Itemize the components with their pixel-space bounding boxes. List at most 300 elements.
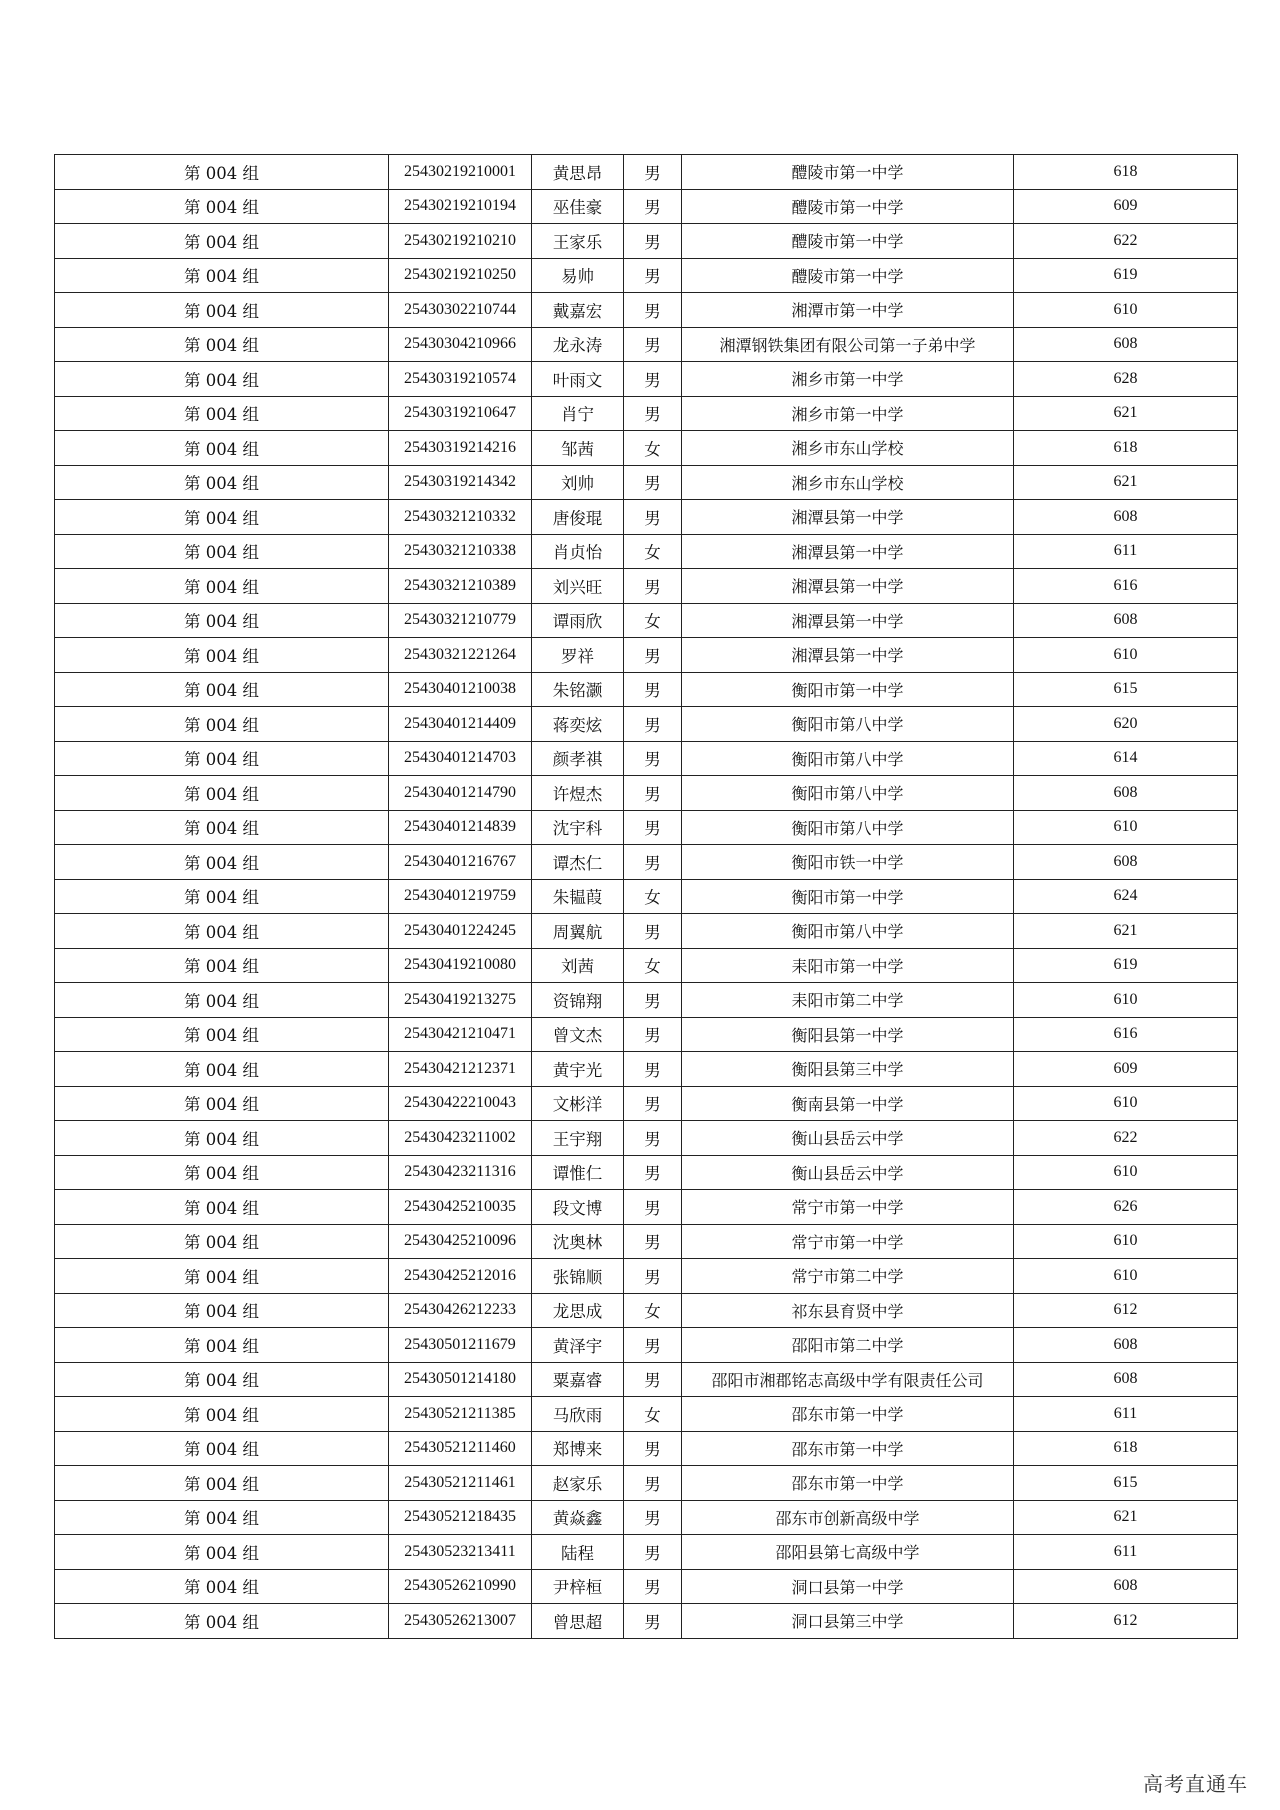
group-cell: 第 004 组 bbox=[55, 983, 389, 1018]
group-cell: 第 004 组 bbox=[55, 1121, 389, 1156]
group-cell: 第 004 组 bbox=[55, 1604, 389, 1639]
name-cell: 肖宁 bbox=[532, 396, 624, 431]
group-cell: 第 004 组 bbox=[55, 1569, 389, 1604]
gender-cell: 男 bbox=[624, 1190, 682, 1225]
table-row bbox=[55, 1397, 1238, 1432]
gender-cell: 男 bbox=[624, 258, 682, 293]
score-cell: 610 bbox=[1014, 1224, 1238, 1259]
name-cell: 易帅 bbox=[532, 258, 624, 293]
school-cell: 湘潭县第一中学 bbox=[682, 534, 1014, 569]
school-cell: 湘乡市东山学校 bbox=[682, 465, 1014, 500]
name-cell: 曾文杰 bbox=[532, 1017, 624, 1052]
group-cell: 第 004 组 bbox=[55, 362, 389, 397]
score-cell: 620 bbox=[1014, 707, 1238, 742]
gender-cell: 女 bbox=[624, 1293, 682, 1328]
exam-id-cell: 25430421210471 bbox=[389, 1017, 532, 1052]
group-cell: 第 004 组 bbox=[55, 1224, 389, 1259]
name-cell: 刘帅 bbox=[532, 465, 624, 500]
gender-cell: 男 bbox=[624, 1362, 682, 1397]
gender-cell: 男 bbox=[624, 293, 682, 328]
score-cell: 628 bbox=[1014, 362, 1238, 397]
exam-id-cell: 25430419210080 bbox=[389, 948, 532, 983]
group-cell: 第 004 组 bbox=[55, 1397, 389, 1432]
table-row bbox=[55, 1121, 1238, 1156]
name-cell: 邹茜 bbox=[532, 431, 624, 466]
table-row bbox=[55, 845, 1238, 880]
school-cell: 湘潭钢铁集团有限公司第一子弟中学 bbox=[682, 327, 1014, 362]
group-cell: 第 004 组 bbox=[55, 258, 389, 293]
score-cell: 621 bbox=[1014, 465, 1238, 500]
group-cell: 第 004 组 bbox=[55, 707, 389, 742]
score-cell: 616 bbox=[1014, 1017, 1238, 1052]
score-cell: 610 bbox=[1014, 810, 1238, 845]
name-cell: 刘兴旺 bbox=[532, 569, 624, 604]
exam-id-cell: 25430401214790 bbox=[389, 776, 532, 811]
table-row bbox=[55, 638, 1238, 673]
gender-cell: 男 bbox=[624, 1259, 682, 1294]
gender-cell: 男 bbox=[624, 914, 682, 949]
name-cell: 黄焱鑫 bbox=[532, 1500, 624, 1535]
table-row bbox=[55, 1466, 1238, 1501]
table-row bbox=[55, 431, 1238, 466]
exam-id-cell: 25430321210389 bbox=[389, 569, 532, 604]
group-cell: 第 004 组 bbox=[55, 293, 389, 328]
group-cell: 第 004 组 bbox=[55, 1259, 389, 1294]
group-cell: 第 004 组 bbox=[55, 1328, 389, 1363]
group-cell: 第 004 组 bbox=[55, 776, 389, 811]
name-cell: 蒋奕炫 bbox=[532, 707, 624, 742]
name-cell: 刘茜 bbox=[532, 948, 624, 983]
score-cell: 618 bbox=[1014, 431, 1238, 466]
table-row bbox=[55, 983, 1238, 1018]
exam-id-cell: 25430219210250 bbox=[389, 258, 532, 293]
name-cell: 王宇翔 bbox=[532, 1121, 624, 1156]
group-cell: 第 004 组 bbox=[55, 1155, 389, 1190]
school-cell: 醴陵市第一中学 bbox=[682, 258, 1014, 293]
gender-cell: 男 bbox=[624, 1466, 682, 1501]
table-row bbox=[55, 879, 1238, 914]
school-cell: 耒阳市第二中学 bbox=[682, 983, 1014, 1018]
group-cell: 第 004 组 bbox=[55, 534, 389, 569]
table-row bbox=[55, 1052, 1238, 1087]
exam-id-cell: 25430425210035 bbox=[389, 1190, 532, 1225]
score-cell: 608 bbox=[1014, 1362, 1238, 1397]
name-cell: 沈宇科 bbox=[532, 810, 624, 845]
group-cell: 第 004 组 bbox=[55, 1431, 389, 1466]
gender-cell: 男 bbox=[624, 1431, 682, 1466]
score-cell: 610 bbox=[1014, 1086, 1238, 1121]
name-cell: 郑博来 bbox=[532, 1431, 624, 1466]
school-cell: 邵阳市第二中学 bbox=[682, 1328, 1014, 1363]
table-row bbox=[55, 741, 1238, 776]
exam-id-cell: 25430219210194 bbox=[389, 189, 532, 224]
name-cell: 黄宇光 bbox=[532, 1052, 624, 1087]
group-cell: 第 004 组 bbox=[55, 1500, 389, 1535]
gender-cell: 男 bbox=[624, 396, 682, 431]
school-cell: 衡南县第一中学 bbox=[682, 1086, 1014, 1121]
school-cell: 洞口县第三中学 bbox=[682, 1604, 1014, 1639]
score-cell: 614 bbox=[1014, 741, 1238, 776]
gender-cell: 男 bbox=[624, 672, 682, 707]
score-cell: 615 bbox=[1014, 1466, 1238, 1501]
school-cell: 湘潭县第一中学 bbox=[682, 603, 1014, 638]
exam-id-cell: 25430425210096 bbox=[389, 1224, 532, 1259]
exam-id-cell: 25430401210038 bbox=[389, 672, 532, 707]
score-cell: 609 bbox=[1014, 1052, 1238, 1087]
exam-id-cell: 25430321210332 bbox=[389, 500, 532, 535]
school-cell: 衡山县岳云中学 bbox=[682, 1155, 1014, 1190]
gender-cell: 男 bbox=[624, 983, 682, 1018]
results-table-body bbox=[55, 155, 1238, 1639]
table-row bbox=[55, 810, 1238, 845]
table-row bbox=[55, 327, 1238, 362]
gender-cell: 男 bbox=[624, 569, 682, 604]
gender-cell: 男 bbox=[624, 189, 682, 224]
name-cell: 许煜杰 bbox=[532, 776, 624, 811]
score-cell: 609 bbox=[1014, 189, 1238, 224]
school-cell: 衡山县岳云中学 bbox=[682, 1121, 1014, 1156]
table-row bbox=[55, 1535, 1238, 1570]
score-cell: 608 bbox=[1014, 776, 1238, 811]
school-cell: 醴陵市第一中学 bbox=[682, 189, 1014, 224]
school-cell: 耒阳市第一中学 bbox=[682, 948, 1014, 983]
group-cell: 第 004 组 bbox=[55, 189, 389, 224]
score-cell: 610 bbox=[1014, 983, 1238, 1018]
score-cell: 621 bbox=[1014, 914, 1238, 949]
name-cell: 龙思成 bbox=[532, 1293, 624, 1328]
score-cell: 619 bbox=[1014, 258, 1238, 293]
exam-id-cell: 25430319214342 bbox=[389, 465, 532, 500]
name-cell: 罗祥 bbox=[532, 638, 624, 673]
score-cell: 626 bbox=[1014, 1190, 1238, 1225]
name-cell: 陆程 bbox=[532, 1535, 624, 1570]
score-cell: 615 bbox=[1014, 672, 1238, 707]
group-cell: 第 004 组 bbox=[55, 396, 389, 431]
exam-id-cell: 25430521211385 bbox=[389, 1397, 532, 1432]
gender-cell: 女 bbox=[624, 431, 682, 466]
exam-id-cell: 25430321221264 bbox=[389, 638, 532, 673]
score-cell: 611 bbox=[1014, 534, 1238, 569]
score-cell: 618 bbox=[1014, 155, 1238, 190]
school-cell: 衡阳市第一中学 bbox=[682, 879, 1014, 914]
exam-id-cell: 25430319214216 bbox=[389, 431, 532, 466]
school-cell: 衡阳市第八中学 bbox=[682, 914, 1014, 949]
name-cell: 文彬洋 bbox=[532, 1086, 624, 1121]
name-cell: 资锦翔 bbox=[532, 983, 624, 1018]
school-cell: 衡阳市第八中学 bbox=[682, 776, 1014, 811]
exam-id-cell: 25430302210744 bbox=[389, 293, 532, 328]
table-row bbox=[55, 224, 1238, 259]
score-cell: 622 bbox=[1014, 224, 1238, 259]
table-row bbox=[55, 1362, 1238, 1397]
results-table bbox=[54, 154, 1238, 1639]
school-cell: 湘潭县第一中学 bbox=[682, 569, 1014, 604]
name-cell: 赵家乐 bbox=[532, 1466, 624, 1501]
exam-id-cell: 25430304210966 bbox=[389, 327, 532, 362]
score-cell: 608 bbox=[1014, 1569, 1238, 1604]
exam-id-cell: 25430426212233 bbox=[389, 1293, 532, 1328]
score-cell: 621 bbox=[1014, 396, 1238, 431]
table-row bbox=[55, 189, 1238, 224]
group-cell: 第 004 组 bbox=[55, 1017, 389, 1052]
group-cell: 第 004 组 bbox=[55, 327, 389, 362]
name-cell: 谭惟仁 bbox=[532, 1155, 624, 1190]
gender-cell: 男 bbox=[624, 224, 682, 259]
group-cell: 第 004 组 bbox=[55, 845, 389, 880]
name-cell: 周翼航 bbox=[532, 914, 624, 949]
name-cell: 段文博 bbox=[532, 1190, 624, 1225]
table-row bbox=[55, 1190, 1238, 1225]
gender-cell: 男 bbox=[624, 155, 682, 190]
name-cell: 谭雨欣 bbox=[532, 603, 624, 638]
exam-id-cell: 25430521211460 bbox=[389, 1431, 532, 1466]
gender-cell: 男 bbox=[624, 1224, 682, 1259]
group-cell: 第 004 组 bbox=[55, 741, 389, 776]
table-row bbox=[55, 500, 1238, 535]
name-cell: 尹梓桓 bbox=[532, 1569, 624, 1604]
school-cell: 衡阳市第八中学 bbox=[682, 741, 1014, 776]
table-row bbox=[55, 293, 1238, 328]
table-row bbox=[55, 1224, 1238, 1259]
gender-cell: 男 bbox=[624, 845, 682, 880]
gender-cell: 女 bbox=[624, 1397, 682, 1432]
group-cell: 第 004 组 bbox=[55, 948, 389, 983]
table-row bbox=[55, 948, 1238, 983]
school-cell: 衡阳县第一中学 bbox=[682, 1017, 1014, 1052]
school-cell: 醴陵市第一中学 bbox=[682, 224, 1014, 259]
name-cell: 曾思超 bbox=[532, 1604, 624, 1639]
table-row bbox=[55, 1569, 1238, 1604]
exam-id-cell: 25430401214839 bbox=[389, 810, 532, 845]
gender-cell: 男 bbox=[624, 707, 682, 742]
table-row bbox=[55, 1259, 1238, 1294]
group-cell: 第 004 组 bbox=[55, 1190, 389, 1225]
school-cell: 邵阳市湘郡铭志高级中学有限责任公司 bbox=[682, 1362, 1014, 1397]
school-cell: 湘乡市东山学校 bbox=[682, 431, 1014, 466]
group-cell: 第 004 组 bbox=[55, 879, 389, 914]
name-cell: 张锦顺 bbox=[532, 1259, 624, 1294]
school-cell: 常宁市第二中学 bbox=[682, 1259, 1014, 1294]
school-cell: 衡阳市铁一中学 bbox=[682, 845, 1014, 880]
gender-cell: 女 bbox=[624, 534, 682, 569]
table-row bbox=[55, 672, 1238, 707]
name-cell: 肖贞怡 bbox=[532, 534, 624, 569]
score-cell: 610 bbox=[1014, 1155, 1238, 1190]
score-cell: 610 bbox=[1014, 293, 1238, 328]
score-cell: 622 bbox=[1014, 1121, 1238, 1156]
table-row bbox=[55, 534, 1238, 569]
table-row bbox=[55, 155, 1238, 190]
name-cell: 唐俊琨 bbox=[532, 500, 624, 535]
gender-cell: 男 bbox=[624, 362, 682, 397]
school-cell: 湘乡市第一中学 bbox=[682, 396, 1014, 431]
group-cell: 第 004 组 bbox=[55, 638, 389, 673]
table-row bbox=[55, 569, 1238, 604]
gender-cell: 男 bbox=[624, 1604, 682, 1639]
exam-id-cell: 25430319210647 bbox=[389, 396, 532, 431]
score-cell: 611 bbox=[1014, 1535, 1238, 1570]
table-row bbox=[55, 1155, 1238, 1190]
group-cell: 第 004 组 bbox=[55, 1466, 389, 1501]
exam-id-cell: 25430501211679 bbox=[389, 1328, 532, 1363]
name-cell: 朱韫葭 bbox=[532, 879, 624, 914]
name-cell: 颜孝祺 bbox=[532, 741, 624, 776]
exam-id-cell: 25430401219759 bbox=[389, 879, 532, 914]
gender-cell: 男 bbox=[624, 810, 682, 845]
exam-id-cell: 25430521218435 bbox=[389, 1500, 532, 1535]
school-cell: 邵阳县第七高级中学 bbox=[682, 1535, 1014, 1570]
score-cell: 608 bbox=[1014, 500, 1238, 535]
gender-cell: 女 bbox=[624, 879, 682, 914]
table-row bbox=[55, 465, 1238, 500]
gender-cell: 男 bbox=[624, 327, 682, 362]
school-cell: 衡阳市第一中学 bbox=[682, 672, 1014, 707]
score-cell: 608 bbox=[1014, 603, 1238, 638]
school-cell: 邵东市创新高级中学 bbox=[682, 1500, 1014, 1535]
exam-id-cell: 25430422210043 bbox=[389, 1086, 532, 1121]
table-row bbox=[55, 1086, 1238, 1121]
exam-id-cell: 25430423211316 bbox=[389, 1155, 532, 1190]
exam-id-cell: 25430423211002 bbox=[389, 1121, 532, 1156]
score-cell: 624 bbox=[1014, 879, 1238, 914]
name-cell: 马欣雨 bbox=[532, 1397, 624, 1432]
group-cell: 第 004 组 bbox=[55, 224, 389, 259]
exam-id-cell: 25430501214180 bbox=[389, 1362, 532, 1397]
group-cell: 第 004 组 bbox=[55, 1535, 389, 1570]
group-cell: 第 004 组 bbox=[55, 914, 389, 949]
school-cell: 邵东市第一中学 bbox=[682, 1466, 1014, 1501]
gender-cell: 男 bbox=[624, 1017, 682, 1052]
gender-cell: 男 bbox=[624, 1086, 682, 1121]
exam-id-cell: 25430523213411 bbox=[389, 1535, 532, 1570]
table-row bbox=[55, 1293, 1238, 1328]
exam-id-cell: 25430401214703 bbox=[389, 741, 532, 776]
table-row bbox=[55, 258, 1238, 293]
exam-id-cell: 25430401214409 bbox=[389, 707, 532, 742]
gender-cell: 男 bbox=[624, 1052, 682, 1087]
watermark-text: 高考直通车 bbox=[1143, 1772, 1248, 1796]
group-cell: 第 004 组 bbox=[55, 465, 389, 500]
group-cell: 第 004 组 bbox=[55, 1086, 389, 1121]
table-row bbox=[55, 1431, 1238, 1466]
name-cell: 黄思昂 bbox=[532, 155, 624, 190]
name-cell: 沈奥林 bbox=[532, 1224, 624, 1259]
name-cell: 王家乐 bbox=[532, 224, 624, 259]
exam-id-cell: 25430526210990 bbox=[389, 1569, 532, 1604]
exam-id-cell: 25430425212016 bbox=[389, 1259, 532, 1294]
gender-cell: 男 bbox=[624, 465, 682, 500]
name-cell: 巫佳豪 bbox=[532, 189, 624, 224]
group-cell: 第 004 组 bbox=[55, 810, 389, 845]
group-cell: 第 004 组 bbox=[55, 603, 389, 638]
table-row bbox=[55, 776, 1238, 811]
school-cell: 湘潭县第一中学 bbox=[682, 638, 1014, 673]
table-row bbox=[55, 1604, 1238, 1639]
exam-id-cell: 25430526213007 bbox=[389, 1604, 532, 1639]
name-cell: 戴嘉宏 bbox=[532, 293, 624, 328]
table-row bbox=[55, 1017, 1238, 1052]
gender-cell: 男 bbox=[624, 1328, 682, 1363]
group-cell: 第 004 组 bbox=[55, 1293, 389, 1328]
score-cell: 621 bbox=[1014, 1500, 1238, 1535]
exam-id-cell: 25430321210779 bbox=[389, 603, 532, 638]
school-cell: 邵东市第一中学 bbox=[682, 1431, 1014, 1466]
gender-cell: 男 bbox=[624, 1569, 682, 1604]
school-cell: 衡阳市第八中学 bbox=[682, 707, 1014, 742]
school-cell: 湘乡市第一中学 bbox=[682, 362, 1014, 397]
gender-cell: 男 bbox=[624, 1500, 682, 1535]
score-cell: 611 bbox=[1014, 1397, 1238, 1432]
group-cell: 第 004 组 bbox=[55, 155, 389, 190]
school-cell: 洞口县第一中学 bbox=[682, 1569, 1014, 1604]
group-cell: 第 004 组 bbox=[55, 1052, 389, 1087]
score-cell: 612 bbox=[1014, 1604, 1238, 1639]
score-cell: 610 bbox=[1014, 1259, 1238, 1294]
table-row bbox=[55, 603, 1238, 638]
gender-cell: 男 bbox=[624, 500, 682, 535]
school-cell: 湘潭县第一中学 bbox=[682, 500, 1014, 535]
name-cell: 朱铭灏 bbox=[532, 672, 624, 707]
table-row bbox=[55, 1328, 1238, 1363]
gender-cell: 男 bbox=[624, 776, 682, 811]
gender-cell: 女 bbox=[624, 603, 682, 638]
name-cell: 叶雨文 bbox=[532, 362, 624, 397]
exam-id-cell: 25430401216767 bbox=[389, 845, 532, 880]
gender-cell: 女 bbox=[624, 948, 682, 983]
school-cell: 湘潭市第一中学 bbox=[682, 293, 1014, 328]
group-cell: 第 004 组 bbox=[55, 672, 389, 707]
score-cell: 616 bbox=[1014, 569, 1238, 604]
table-row bbox=[55, 1500, 1238, 1535]
exam-id-cell: 25430319210574 bbox=[389, 362, 532, 397]
exam-id-cell: 25430401224245 bbox=[389, 914, 532, 949]
school-cell: 衡阳市第八中学 bbox=[682, 810, 1014, 845]
table-row bbox=[55, 362, 1238, 397]
school-cell: 常宁市第一中学 bbox=[682, 1190, 1014, 1225]
exam-id-cell: 25430419213275 bbox=[389, 983, 532, 1018]
name-cell: 粟嘉睿 bbox=[532, 1362, 624, 1397]
group-cell: 第 004 组 bbox=[55, 500, 389, 535]
name-cell: 龙永涛 bbox=[532, 327, 624, 362]
score-cell: 608 bbox=[1014, 845, 1238, 880]
school-cell: 醴陵市第一中学 bbox=[682, 155, 1014, 190]
gender-cell: 男 bbox=[624, 638, 682, 673]
group-cell: 第 004 组 bbox=[55, 1362, 389, 1397]
group-cell: 第 004 组 bbox=[55, 569, 389, 604]
gender-cell: 男 bbox=[624, 741, 682, 776]
score-cell: 619 bbox=[1014, 948, 1238, 983]
gender-cell: 男 bbox=[624, 1535, 682, 1570]
exam-id-cell: 25430421212371 bbox=[389, 1052, 532, 1087]
table-row bbox=[55, 707, 1238, 742]
name-cell: 谭杰仁 bbox=[532, 845, 624, 880]
score-cell: 618 bbox=[1014, 1431, 1238, 1466]
exam-id-cell: 25430219210210 bbox=[389, 224, 532, 259]
score-cell: 612 bbox=[1014, 1293, 1238, 1328]
gender-cell: 男 bbox=[624, 1121, 682, 1156]
school-cell: 衡阳县第三中学 bbox=[682, 1052, 1014, 1087]
exam-id-cell: 25430219210001 bbox=[389, 155, 532, 190]
school-cell: 邵东市第一中学 bbox=[682, 1397, 1014, 1432]
table-row bbox=[55, 396, 1238, 431]
gender-cell: 男 bbox=[624, 1155, 682, 1190]
score-cell: 608 bbox=[1014, 327, 1238, 362]
school-cell: 常宁市第一中学 bbox=[682, 1224, 1014, 1259]
score-cell: 610 bbox=[1014, 638, 1238, 673]
exam-id-cell: 25430321210338 bbox=[389, 534, 532, 569]
group-cell: 第 004 组 bbox=[55, 431, 389, 466]
table-row bbox=[55, 914, 1238, 949]
